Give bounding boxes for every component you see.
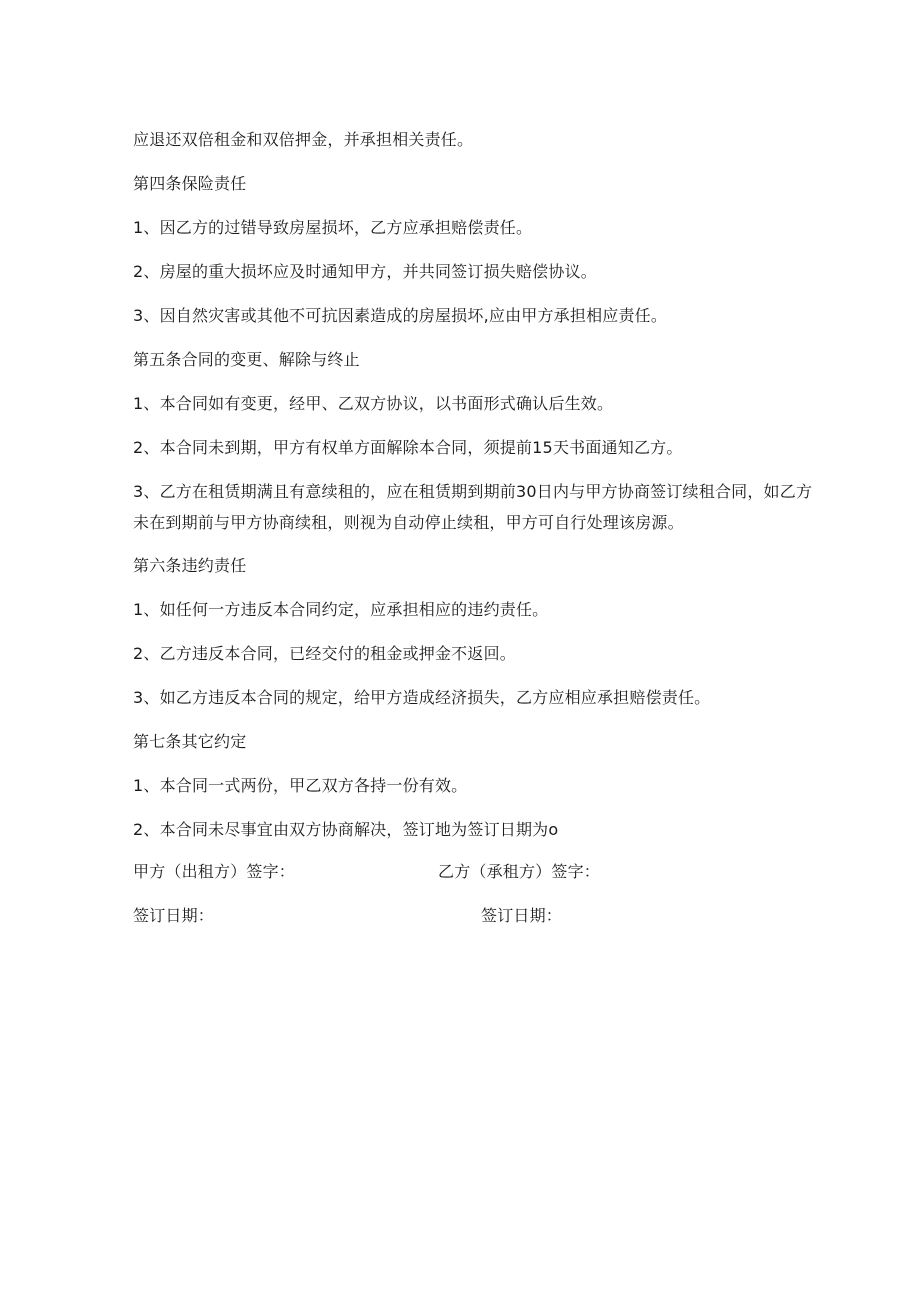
paragraph-continuation: 应退还双倍租金和双倍押金，并承担相关责任。: [133, 130, 474, 149]
clause-item: 2、房屋的重大损坏应及时通知甲方，并共同签订损失赔偿协议。: [133, 262, 597, 281]
clause-item: 1、本合同一式两份，甲乙双方各持一份有效。: [133, 776, 468, 795]
section-heading-other: 第七条其它约定: [133, 732, 247, 751]
party-b-signature-label: 乙方（承租方）签字：: [438, 862, 601, 881]
section-heading-breach: 第六条违约责任: [133, 556, 247, 575]
clause-item: 1、本合同如有变更，经甲、乙双方协议，以书面形式确认后生效。: [133, 394, 614, 413]
section-heading-changes: 第五条合同的变更、解除与终止: [133, 350, 360, 369]
party-a-signature-label: 甲方（出租方）签字：: [133, 862, 296, 881]
clause-item: 3、乙方在租赁期满且有意续租的，应在租赁期到期前30日内与甲方协商签订续租合同，如乙方未在到期前与甲方协商续租，则视为自动停止续租，甲方可自行处理该房源。: [133, 482, 813, 532]
party-b-date-label: 签订日期：: [481, 906, 563, 925]
clause-item: 3、如乙方违反本合同的规定，给甲方造成经济损失，乙方应相应承担赔偿责任。: [133, 688, 711, 707]
clause-item: 1、因乙方的过错导致房屋损坏，乙方应承担赔偿责任。: [133, 218, 533, 237]
clause-item: 1、如任何一方违反本合同约定，应承担相应的违约责任。: [133, 600, 549, 619]
clause-item: 3、因自然灾害或其他不可抗因素造成的房屋损坏,应由甲方承担相应责任。: [133, 306, 668, 325]
party-a-date-label: 签订日期：: [133, 906, 215, 925]
clause-item: 2、本合同未到期，甲方有权单方面解除本合同，须提前15天书面通知乙方。: [133, 438, 683, 457]
clause-item: 2、本合同未尽事宜由双方协商解决，签订地为签订日期为o: [133, 820, 559, 839]
section-heading-insurance: 第四条保险责任: [133, 174, 247, 193]
clause-item: 2、乙方违反本合同，已经交付的租金或押金不返回。: [133, 644, 516, 663]
